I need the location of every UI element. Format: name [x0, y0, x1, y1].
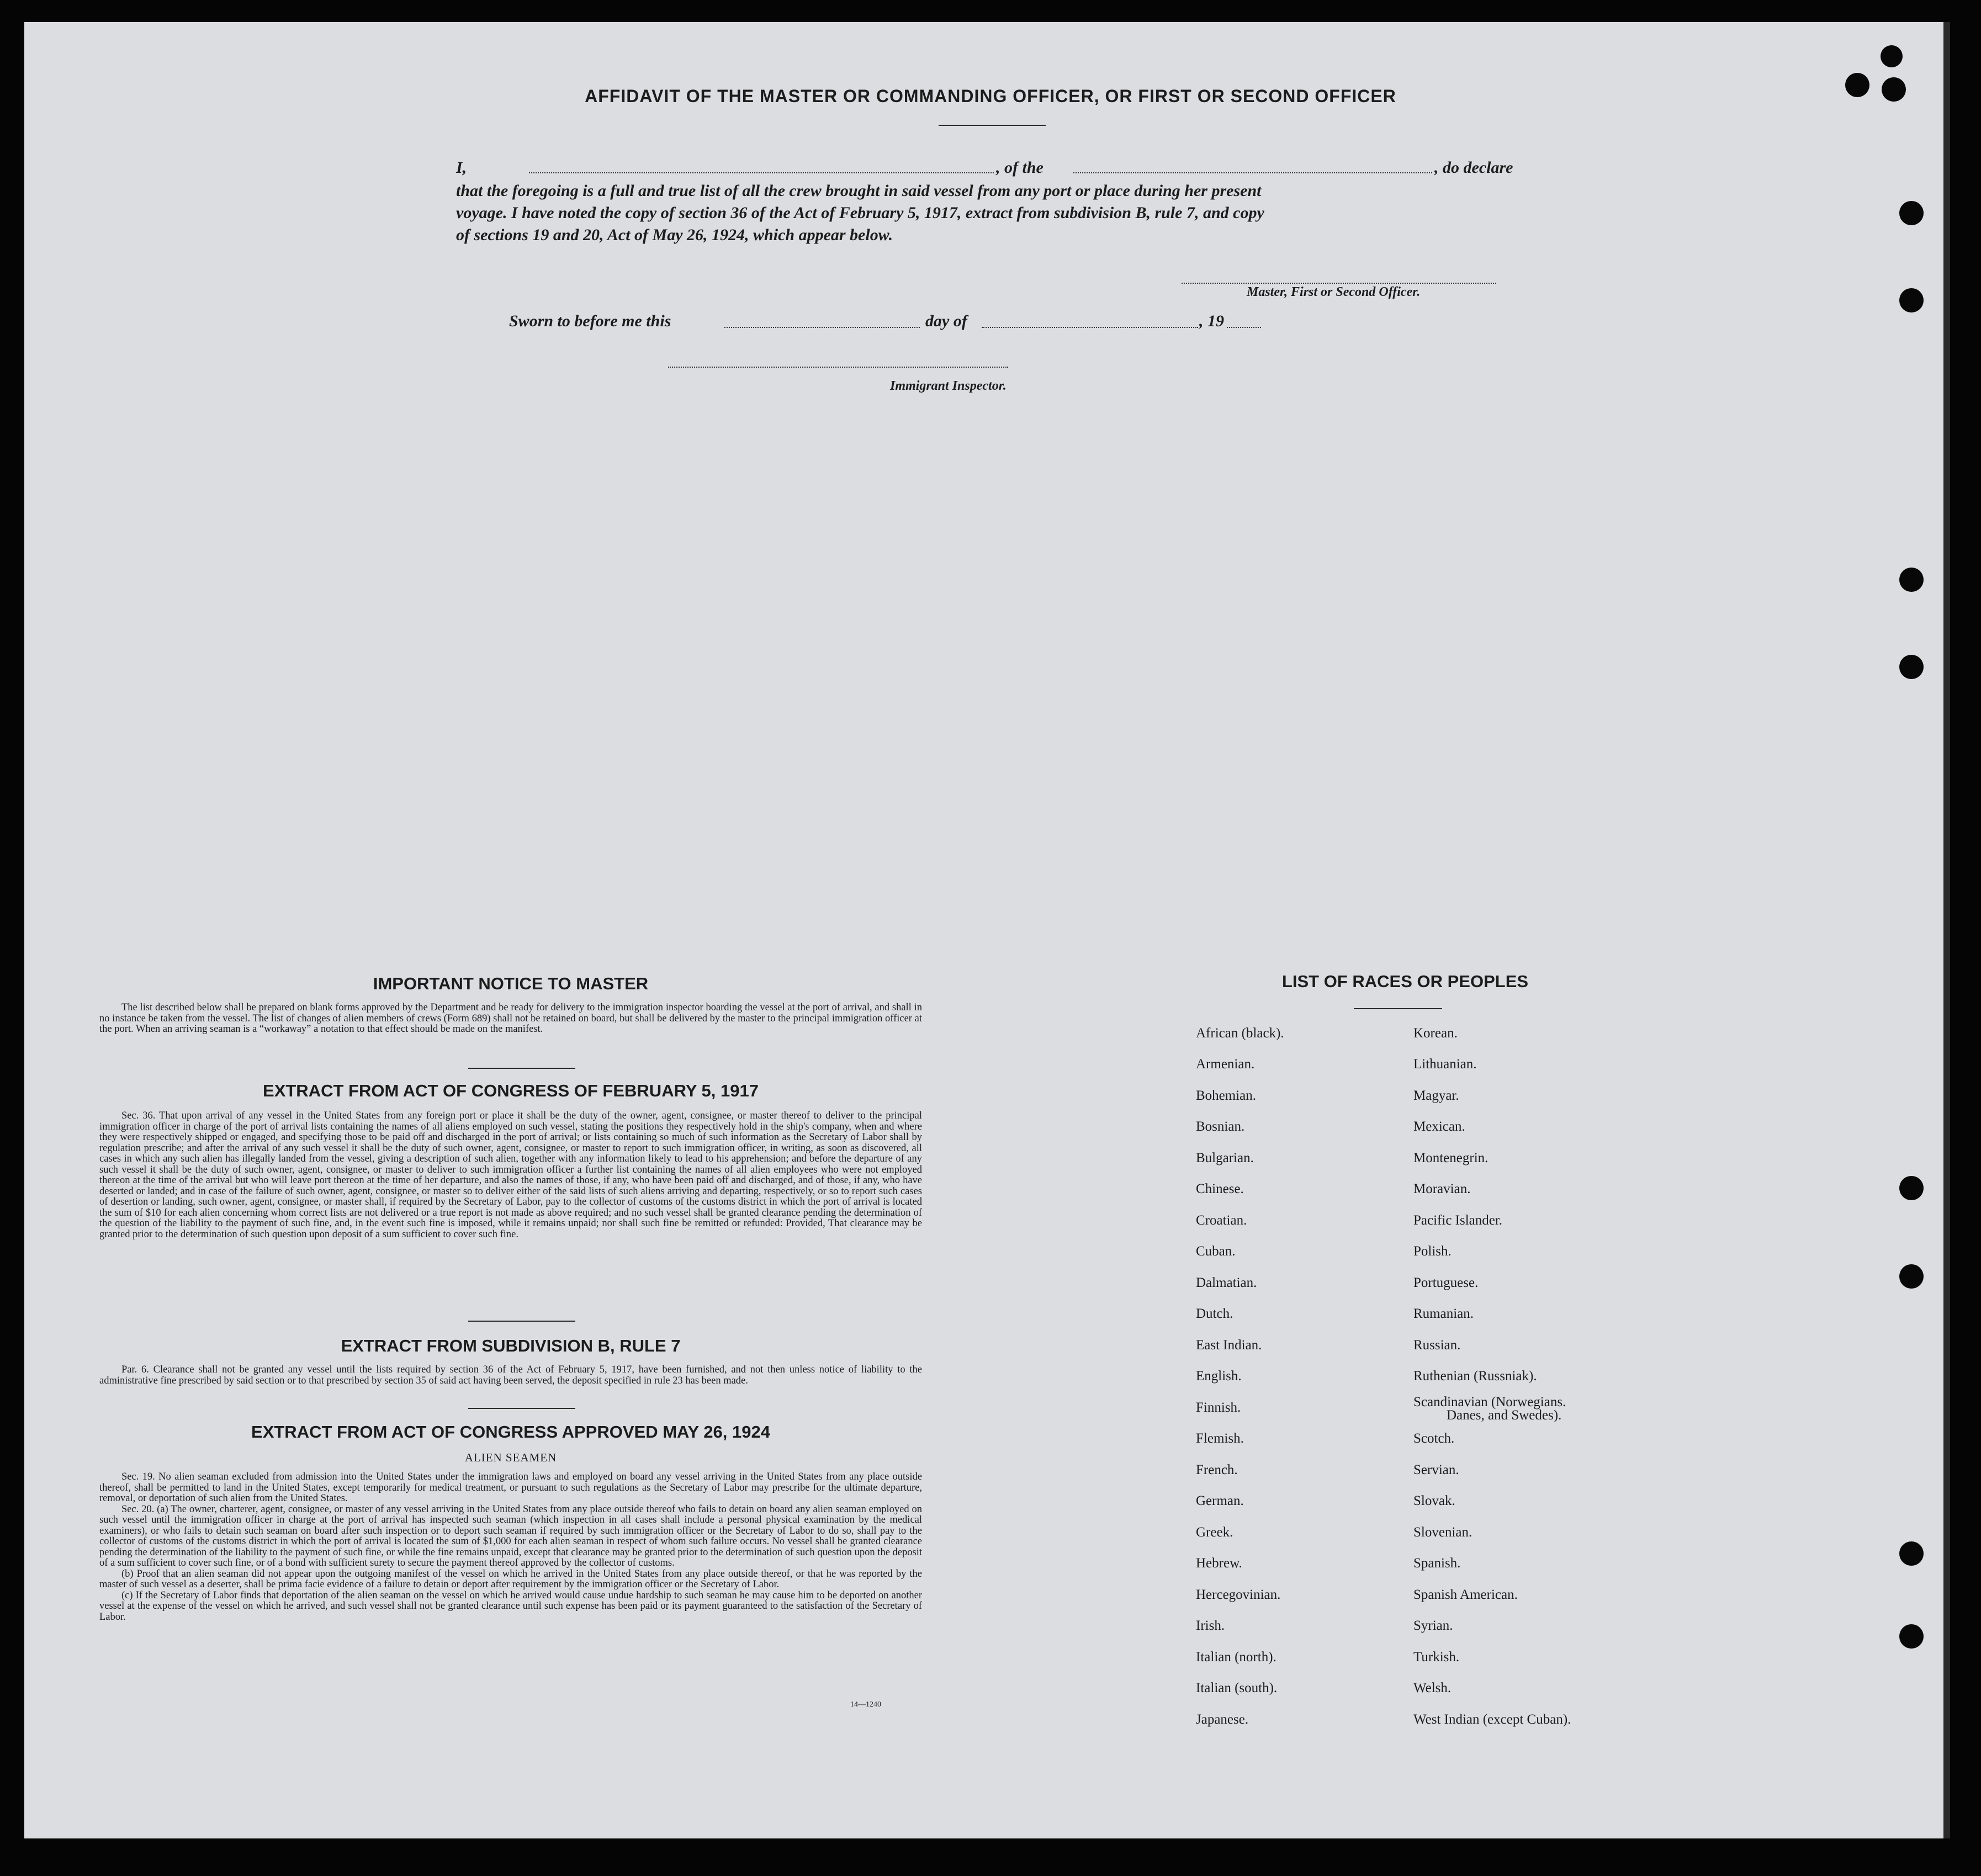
race-item: Danes, and Swedes).: [1447, 1408, 1562, 1423]
race-item: West Indian (except Cuban).: [1413, 1712, 1571, 1727]
races-title: LIST OF RACES OR PEOPLES: [1281, 972, 1529, 991]
punch-hole: [1899, 201, 1924, 225]
title-rule: [939, 125, 1046, 126]
sworn-month-blank[interactable]: [982, 327, 1198, 328]
affidavit-line-3: voyage. I have noted the copy of section 36 of the Act of February 5, 1917, extract from subdivision B, rule 7, and copy: [456, 204, 1264, 222]
race-item: Servian.: [1413, 1462, 1459, 1477]
race-item: Mexican.: [1413, 1119, 1465, 1134]
race-item: German.: [1196, 1493, 1244, 1508]
race-item: Italian (south).: [1196, 1681, 1278, 1695]
title-rule: [1354, 1008, 1442, 1009]
page-edge: [1943, 22, 1950, 1838]
race-item: Hercegovinian.: [1196, 1587, 1281, 1602]
race-item: Flemish.: [1196, 1431, 1244, 1446]
affidavit-i: I,: [456, 158, 467, 177]
extract-1917-text: [99, 1111, 922, 1240]
punch-hole: [1899, 1176, 1924, 1200]
race-item: Rumanian.: [1413, 1306, 1474, 1321]
affidavit-declaration-line: [456, 157, 1533, 179]
affidavit-of-the: , of the: [996, 158, 1044, 177]
race-item: Lithuanian.: [1413, 1057, 1477, 1072]
sec-20c-paragraph: (c) If the Secretary of Labor finds that deportation of the alien seaman on the vessel on which he arrived would cause undue hardship to such seaman he may cause him to be deported on another vessel at the expense of the vessel on which he arrived, and such vessel shall not be granted clearance until such expense has been paid or its payment guaranteed to the satisfaction of the Secretary of Labor.: [99, 1589, 922, 1623]
race-item: Bohemian.: [1196, 1088, 1257, 1103]
race-item: Dalmatian.: [1196, 1275, 1257, 1290]
signature-caption: Master, First or Second Officer.: [1247, 285, 1421, 299]
race-item: Polish.: [1413, 1244, 1452, 1259]
race-item: Scotch.: [1413, 1431, 1455, 1446]
sworn-year: , 19: [1199, 312, 1224, 330]
race-item: Croatian.: [1196, 1213, 1247, 1228]
race-item: Bulgarian.: [1196, 1151, 1254, 1165]
alien-seamen-subtitle: ALIEN SEAMEN: [464, 1451, 557, 1464]
sworn-year-blank[interactable]: [1227, 327, 1261, 328]
sec-20a-paragraph: Sec. 20. (a) The owner, charterer, agent, consignee, or master of any vessel arriving in the United States from any place outside thereof who fails to detain on board any alien seaman employed on such vessel until the immigration officer in charge at the port of arrival has inspected such seaman (which inspection in all cases shall include a personal physical examination by the medical examiners), or who fails to detain such seaman on board after such inspection or to deport such seaman if required by such immigration officer or the Secretary of Labor to do so, shall pay to the collector of customs of the customs district in which the port of arrival is located the sum of $1,000 for each alien seaman in respect of whom such failure occurs. No vessel shall be granted clearance pending the determination of the liability to the payment of such fine, or while the fine remains unpaid, except that clearance may be granted prior to the determination of such question upon the deposit of a sum sufficient to cover such fine, or of a bond with sufficient surety to secure the payment thereof approved by the collector of customs.: [99, 1503, 922, 1568]
punch-hole: [1899, 288, 1924, 312]
extract-1924-text: [99, 1472, 922, 1623]
inspector-signature-blank[interactable]: [668, 367, 1008, 368]
extract-rule7-title: EXTRACT FROM SUBDIVISION B, RULE 7: [341, 1336, 681, 1355]
affidavit-title: AFFIDAVIT OF THE MASTER OR COMMANDING OFFICER, OR FIRST OR SECOND OFFICER: [585, 86, 1396, 106]
punch-hole: [1899, 568, 1924, 592]
affidavit-do-declare: , do declare: [1434, 158, 1513, 177]
race-item: Chinese.: [1196, 1181, 1244, 1196]
race-item: African (black).: [1196, 1026, 1284, 1041]
race-item: Italian (north).: [1196, 1650, 1276, 1665]
sec-20b-paragraph: (b) Proof that an alien seaman did not appear upon the outgoing manifest of the vessel on which he arrived in the United States from any place outside thereof, or that he was reported by the master of such vessel as a deserter, shall be prima facie evidence of a failure to detain or deport after requirement by the immigration officer or the Secretary of Labor.: [99, 1568, 922, 1590]
name-blank[interactable]: [529, 172, 994, 173]
affidavit-line-2: that the foregoing is a full and true list of all the crew brought in said vessel from any port or place during her present: [456, 182, 1262, 200]
race-item: Moravian.: [1413, 1181, 1471, 1196]
extract-1924-title: EXTRACT FROM ACT OF CONGRESS APPROVED MAY 26, 1924: [251, 1422, 770, 1442]
race-item: Cuban.: [1196, 1244, 1236, 1259]
section-rule: [468, 1068, 575, 1069]
race-item: Turkish.: [1413, 1650, 1460, 1665]
race-item: Ruthenian (Russniak).: [1413, 1369, 1537, 1384]
race-item: Russian.: [1413, 1338, 1461, 1353]
race-item: Korean.: [1413, 1026, 1458, 1041]
punch-hole: [1899, 1264, 1924, 1289]
race-item: Magyar.: [1413, 1088, 1459, 1103]
affidavit-line-4: of sections 19 and 20, Act of May 26, 1924, which appear below.: [456, 226, 893, 244]
race-item: Greek.: [1196, 1525, 1233, 1540]
notice-title: IMPORTANT NOTICE TO MASTER: [373, 974, 649, 993]
extract-1917-title: EXTRACT FROM ACT OF CONGRESS OF FEBRUARY 5, 1917: [263, 1081, 759, 1100]
extract-rule7-text: [99, 1365, 922, 1386]
race-item: Dutch.: [1196, 1306, 1233, 1321]
race-item: Bosnian.: [1196, 1119, 1245, 1134]
race-item: Syrian.: [1413, 1618, 1453, 1633]
punch-hole: [1899, 655, 1924, 679]
race-item: Welsh.: [1413, 1681, 1452, 1695]
section-rule: [468, 1321, 575, 1322]
notice-text: [99, 1003, 922, 1035]
race-item: Japanese.: [1196, 1712, 1249, 1727]
race-item: Slovenian.: [1413, 1525, 1472, 1540]
race-item: Pacific Islander.: [1413, 1213, 1503, 1228]
sworn-day-of: day of: [925, 312, 967, 330]
race-item: Irish.: [1196, 1618, 1225, 1633]
sworn-day-blank[interactable]: [724, 327, 920, 328]
form-number: 14—1240: [850, 1700, 881, 1709]
punch-hole: [1881, 45, 1903, 67]
race-item: Spanish.: [1413, 1556, 1461, 1571]
race-item: English.: [1196, 1369, 1242, 1384]
race-item: Armenian.: [1196, 1057, 1255, 1072]
race-item: Scandinavian (Norwegians.: [1413, 1395, 1566, 1409]
race-item: Spanish American.: [1413, 1587, 1518, 1602]
signature-blank[interactable]: [1182, 283, 1496, 284]
notice-paragraph: The list described below shall be prepared on blank forms approved by the Department and be ready for delivery to the immigration inspector boarding the vessel at the port of arrival, and shall in no instance be taken from the vessel. The list of changes of alien members of crews (Form 689) shall not be retained on board, but shall be delivered by the master to the principal immigration officer at the port. When an arriving seaman is a “workaway” a notation to that effect should be made on the manifest.: [99, 1002, 922, 1035]
sec-19-paragraph: Sec. 19. No alien seaman excluded from admission into the United States under the immigration laws and employed on board any vessel arriving in the United States from any place outside thereof, shall be permitted to land in the United States, except temporarily for medical treatment, or pursuant to such regulations as the Secretary of Labor may prescribe for the ultimate departure, removal, or deportation of such alien from the United States.: [99, 1471, 922, 1504]
punch-hole: [1899, 1541, 1924, 1566]
section-rule: [468, 1408, 575, 1409]
race-item: Finnish.: [1196, 1400, 1241, 1415]
race-item: East Indian.: [1196, 1338, 1262, 1353]
vessel-blank[interactable]: [1073, 172, 1432, 173]
race-item: Montenegrin.: [1413, 1151, 1489, 1165]
punch-hole: [1899, 1624, 1924, 1649]
race-item: French.: [1196, 1462, 1238, 1477]
race-item: Hebrew.: [1196, 1556, 1242, 1571]
race-item: Slovak.: [1413, 1493, 1455, 1508]
sec-36-paragraph: Sec. 36. That upon arrival of any vessel in the United States from any foreign port or place it shall be the duty of the owner, agent, consignee, or master thereof to deliver to the principal immigration officer in charge of the port of arrival lists containing the names of all aliens employed on such vessel, stating the positions they respectively hold in the ship's company, when and where they were respectively shipped or engaged, and specifying those to be paid off and discharged in the port of arrival; or lists containing so much of such information as the Secretary of Labor shall by regulation prescribe; and after the arrival of any such vessel it shall be the duty of such owner, agent, consignee, or master to report to such immigration officer, in writing, as soon as discovered, all cases in which any such alien has illegally landed from the vessel, giving a description of such alien, together with any information likely to lead to his apprehension; and before the departure of any such vessel it shall be the duty of such owner, agent, consignee, or master to deliver to such immigration officer a further list containing the names of all alien employees who were not employed thereon at the time of the arrival but who will leave port thereon at the time of her departure, and also the names of those, if any, who have been paid off and discharged, and of those, if any, who have deserted or landed; and in case of the failure of such owner, agent, consignee, or master so to deliver either of the said lists of such aliens arriving and departing, respectively, or so to report such cases of desertion or landing, such owner, agent, consignee, or master shall, if required by the Secretary of Labor, pay to the collector of customs of the customs district in which the port of arrival is located the sum of $10 for each alien concerning whom correct lists are not delivered or a true report is not made as above required; and no such vessel shall be granted clearance pending the determination of the question of the liability to the payment of such fine, and, in the event such fine is imposed, while it remains unpaid; nor shall such fine be remitted or refunded: Provided, That clearance may be granted prior to the determination of such question upon deposit of a sum sufficient to cover such fine.: [99, 1110, 922, 1240]
race-item: Portuguese.: [1413, 1275, 1479, 1290]
inspector-caption: Immigrant Inspector.: [890, 379, 1007, 393]
sworn-prefix: Sworn to before me this: [509, 312, 671, 330]
par-6-paragraph: Par. 6. Clearance shall not be granted any vessel until the lists required by section 36 of the Act of February 5, 1917, have been furnished, and not then unless notice of liability to the administrative fine prescribed by said section or to that prescribed by section 35 of said act having been served, the deposit specified in rule 23 has been made.: [99, 1364, 922, 1386]
